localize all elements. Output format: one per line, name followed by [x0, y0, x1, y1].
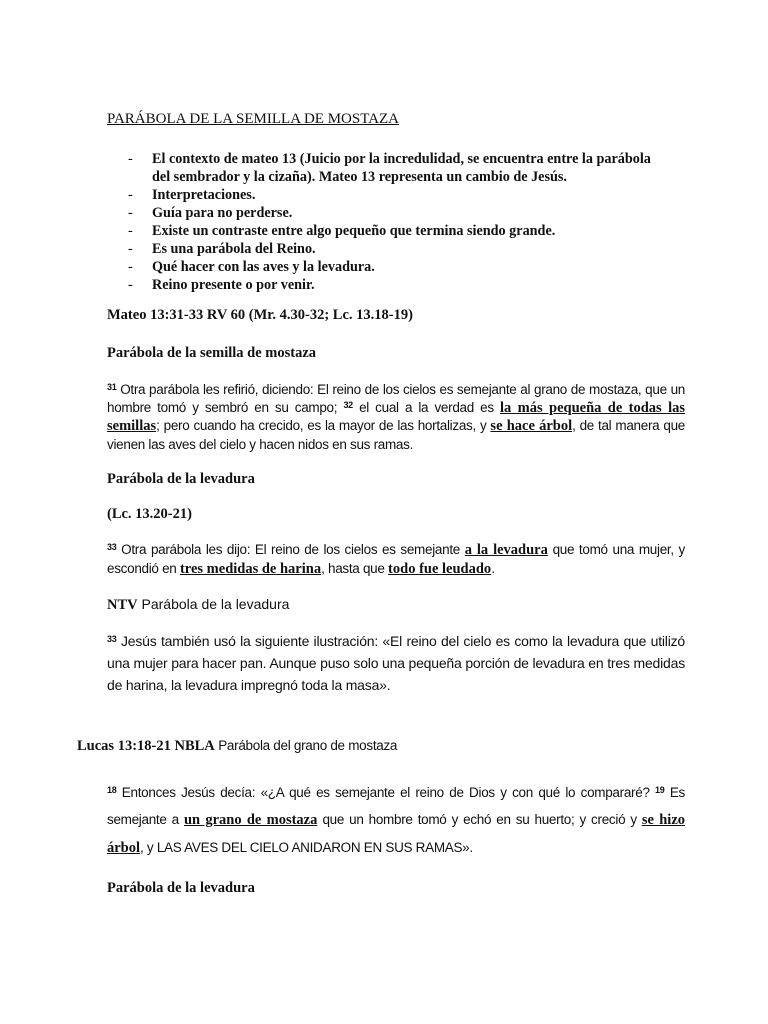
list-item: - El contexto de mateo 13 (Juicio por la incredulidad, se encuentra entre la parábola del sembrador y la cizaña). Mateo 13 representa un cambio de Jesús.: [128, 151, 651, 185]
verse-number: 18: [107, 785, 117, 795]
emphasis-text: se hace árbol: [490, 418, 573, 434]
paragraph-ntv: $^{33}$ Jesús también usó la siguiente ilustración: «El reino del cielo es como la levadura que utilizó una mujer para hacer pan. Aunque puso solo una pequeña porción de levadura en tres medidas de harina, la levadura impregnó toda la masa».: [107, 633, 685, 693]
lucas-reference: (Lc. 13.20-21): [107, 506, 192, 522]
list-item: - Existe un contraste entre algo pequeño que termina siendo grande.: [128, 223, 556, 239]
paragraph-mateo-33: $^{33}$ Otra parábola les dijo: El reino de los cielos es semejante a la levadura que tomó una mujer, y escondió en tres medidas de harina, hasta que todo fue leudado.: [107, 542, 685, 577]
lucas-nbla-title: Parábola del grano de mostaza: [214, 738, 398, 753]
page-title: PARÁBOLA DE LA SEMILLA DE MOSTAZA: [107, 111, 400, 127]
ntv-heading: [107, 596, 289, 614]
list-item: - Reino presente o por venir.: [128, 277, 315, 293]
ntv-title: Parábola de la levadura: [137, 596, 290, 612]
section-heading-levadura-2: Parábola de la levadura: [107, 880, 255, 896]
ntv-label: NTV: [107, 597, 138, 613]
verse-number: 31: [107, 382, 117, 392]
lucas-nbla-heading: [77, 738, 397, 755]
verse-number: 32: [343, 399, 353, 410]
list-item: - Es una parábola del Reino.: [128, 241, 316, 257]
emphasis-text: tres medidas de harina: [179, 560, 322, 577]
paragraph-mateo-31-32: $^{31}$ Otra parábola les refirió, diciendo: El reino de los cielos es semejante al grano de mostaza, que un hombre tomó y sembró en su campo; $^{32}$ el cual a la verdad es la más pequeña de todas las semillas; pero cuando ha crecido, es la mayor de las hortalizas, y se hace árbol, de tal manera que vienen las aves del cielo y hacen nidos en sus ramas.: [107, 382, 685, 452]
list-item: - Qué hacer con las aves y la levadura.: [128, 259, 375, 275]
emphasis-text: todo fue leudado: [388, 560, 492, 577]
list-item: - Guía para no perderse.: [128, 205, 293, 221]
verse-number: 19: [655, 785, 665, 795]
bullet-list: [128, 150, 668, 294]
emphasis-text: a la levadura: [464, 542, 548, 558]
emphasis-text: un grano de mostaza: [183, 812, 318, 828]
emphasis-text: la más pequeña de todas las semillas: [107, 399, 685, 434]
section-heading-levadura: Parábola de la levadura: [107, 471, 255, 487]
section-heading-semilla: Parábola de la semilla de mostaza: [107, 345, 317, 361]
verse-number: 33: [107, 634, 117, 644]
list-item: - Interpretaciones.: [128, 187, 256, 203]
verse-number: 33: [107, 542, 117, 552]
emphasis-text: se hizo árbol: [107, 812, 686, 856]
paragraph-lucas-18-19: $^{18}$ Entonces Jesús decía: «¿A qué es semejante el reino de Dios y con qué lo compararé? $^{19}$ Es semejante a un grano de mostaza que un hombre tomó y echó en su huerto; y creció y se hizo árbol, y LAS AVES DEL CIELO ANIDARON EN SUS RAMAS».: [107, 785, 686, 856]
lucas-nbla-reference: Lucas 13:18-21 NBLA: [77, 738, 215, 754]
mateo-reference-heading: Mateo 13:31-33 RV 60 (Mr. 4.30-32; Lc. 13.18-19): [107, 307, 413, 323]
